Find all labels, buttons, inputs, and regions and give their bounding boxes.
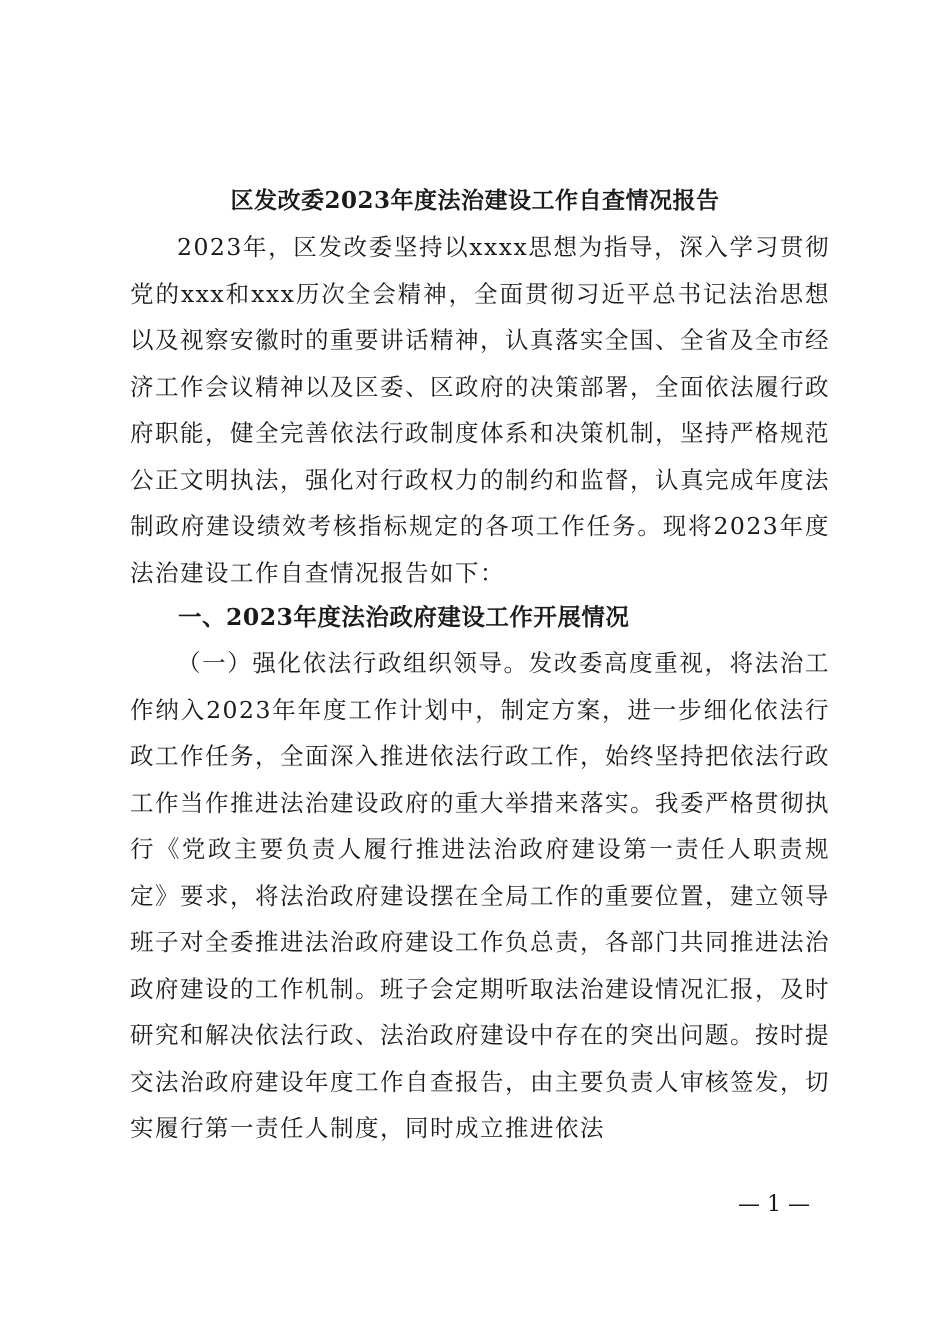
section-heading: 一、2023年度法治政府建设工作开展情况 bbox=[178, 603, 630, 631]
subsection-body: 发改委高度重视，将法治工作纳入2023年年度工作计划中，制定方案，进一步细化依法行政工作任务，全面深入推进依法行政工作，始终坚持把依法行政工作当作推进法治建设政府的重大举措来落实。我委严格贯彻执行《党政主要负责人履行推进法治政府建设第一责任人职责规定》要求，将法治政府建设摆在全局工作的重要位置，建立领导班子对全委推进法治政府建设工作负总责，各部门共同推进法治政府建设的工作机制。班子会定期听取法治建设情况汇报，及时研究和解决依法行政、法治政府建设中存在的突出问题。按时提交法治政府建设年度工作自查报告，由主要负责人审核签发，切实履行第一责任人制度，同时成立推进依法 bbox=[130, 649, 831, 1142]
subsection-paragraph bbox=[130, 640, 830, 1152]
intro-paragraph: 2023年，区发改委坚持以xxxx思想为指导，深入学习贯彻党的xxx和xxx历次全会精神，全面贯彻习近平总书记法治思想以及视察安徽时的重要讲话精神，认真落实全国、全省及全市经济工作会议精神以及区委、区政府的决策部署，全面依法履行政府职能，健全完善依法行政制度体系和决策机制，坚持严格规范公正文明执法，强化对行政权力的制约和监督，认真完成年度法制政府建设绩效考核指标规定的各项工作任务。现将2023年度法治建设工作自查情况报告如下： bbox=[130, 233, 830, 587]
page-number: — 1 — bbox=[738, 1192, 810, 1217]
document-title: 区发改委2023年度法治建设工作自查情况报告 bbox=[230, 187, 720, 214]
subsection-lead: （一）强化依法行政组织领导。 bbox=[177, 649, 529, 677]
